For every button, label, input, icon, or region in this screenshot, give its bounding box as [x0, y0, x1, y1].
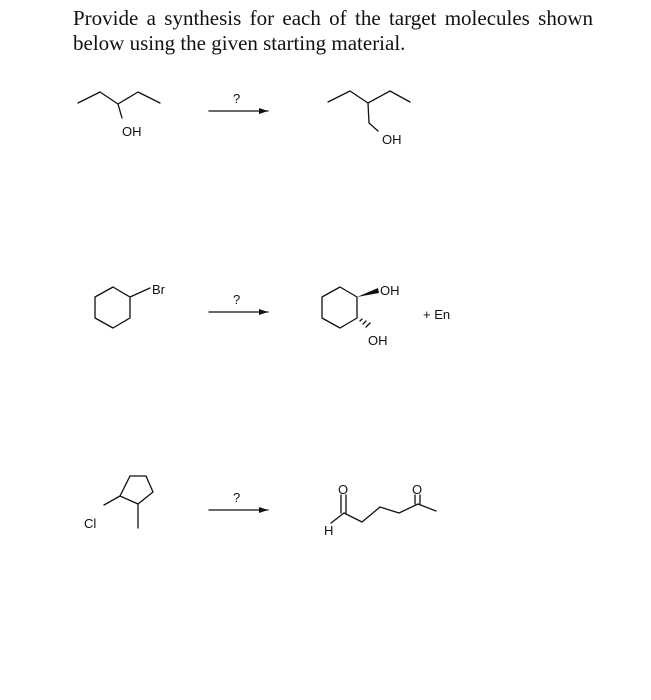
- reaction-arrow-2: [209, 292, 268, 312]
- arrow-label: ?: [233, 292, 241, 307]
- question-text: Provide a synthesis for each of the target molecules shown below using the given starting material.: [73, 6, 593, 55]
- product-primary-alcohol: [328, 91, 410, 147]
- bromine-label: Br: [152, 282, 165, 297]
- enantiomer-note: + En: [423, 307, 451, 322]
- reaction-arrow-1: [209, 91, 268, 111]
- chlorine-label: Cl: [84, 516, 97, 531]
- wedge-bond: [357, 288, 379, 297]
- starting-material-bromomethylcyclohexane: [95, 282, 166, 328]
- starting-material-tertiary-alcohol: [78, 92, 160, 139]
- arrow-label: ?: [233, 490, 241, 505]
- product-ketoaldehyde: [324, 482, 436, 538]
- hashed-bond: [360, 319, 370, 327]
- product-diol: [322, 283, 450, 348]
- aldehyde-oxygen-label: O: [338, 482, 349, 497]
- reaction-arrow-3: [209, 490, 268, 510]
- arrow-label: ?: [233, 91, 241, 106]
- reaction-3: [84, 476, 436, 538]
- hydroxyl-label-top: OH: [380, 283, 400, 298]
- hydroxyl-label: OH: [382, 132, 402, 147]
- aldehyde-h-label: H: [324, 523, 334, 538]
- ketone-oxygen-label: O: [412, 482, 423, 497]
- hydroxyl-label: OH: [122, 124, 142, 139]
- hydroxyl-label-bottom: OH: [368, 333, 388, 348]
- reaction-1: [78, 91, 410, 147]
- starting-material-chloro-methylcyclopentane: [84, 476, 153, 531]
- reaction-2: [95, 282, 450, 348]
